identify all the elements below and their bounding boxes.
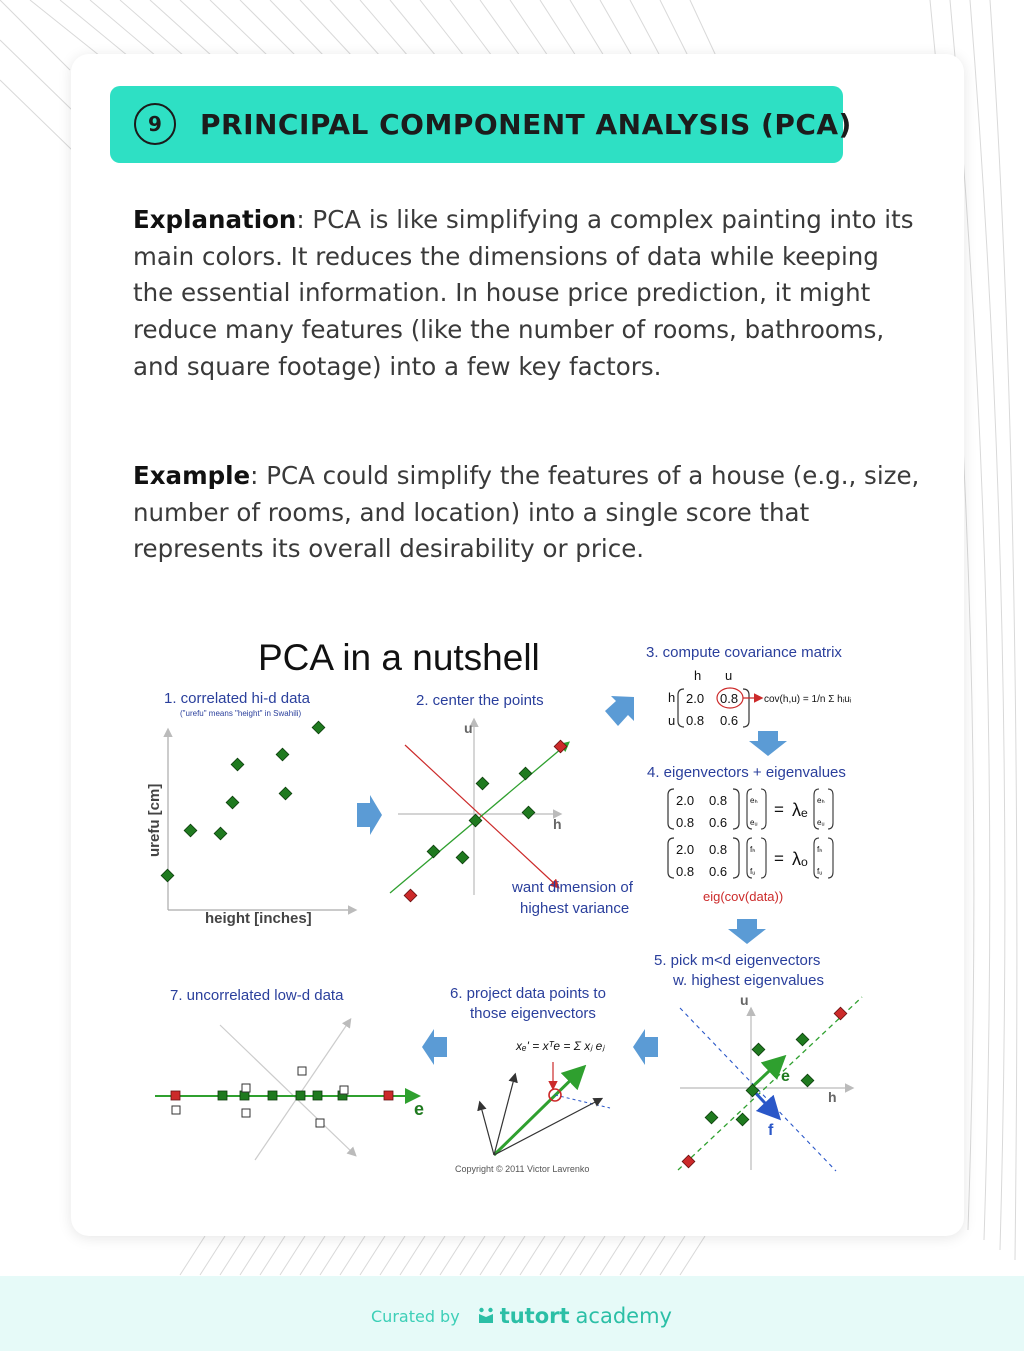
explanation-text: : PCA is like simplifying a complex painting into its main colors. It reduces the dimensions of data while keeping the essential information. In house price prediction, it might reduce many features (like the number of rooms, bathrooms, and square footage) into a few key factors.: [133, 205, 914, 381]
step2-note-line2: highest variance: [520, 900, 630, 917]
panel7-gray-line: [220, 1025, 355, 1155]
vector-entry: eₕ: [750, 796, 758, 805]
panel5-h-label: h: [828, 1089, 837, 1105]
step2-label: 2. center the points: [416, 692, 544, 709]
panel6-green-vector: [494, 1069, 582, 1155]
matrix-cell: 2.0: [686, 691, 705, 706]
footer-credit: [371, 1304, 672, 1328]
panel5-red-point: [834, 1007, 847, 1020]
brand-name-bold[interactable]: tutort: [499, 1304, 570, 1328]
equals-sign: =: [774, 849, 784, 868]
step6-label-line2: those eigenvectors: [470, 1005, 596, 1022]
section-title-bar: [110, 86, 852, 163]
matrix-row-h: h: [668, 690, 676, 705]
matrix-cell: 0.8: [676, 864, 695, 879]
panel5-e-vector: [751, 1059, 782, 1088]
matrix-cell: 0.8: [676, 815, 695, 830]
vector-bracket: [828, 838, 833, 878]
panel2-h-label: h: [553, 816, 562, 832]
matrix-cell: 0.8: [709, 842, 728, 857]
arrow-left-icon: [633, 1029, 658, 1065]
arrow-right-icon: [357, 795, 382, 835]
arrow-right-icon: [605, 696, 634, 726]
matrix-col-h: h: [694, 668, 702, 683]
vector-bracket: [761, 838, 766, 878]
copyright: Copyright © 2011 Victor Lavrenko: [455, 1164, 590, 1174]
matrix-cell: 2.0: [676, 842, 695, 857]
step4-label: 4. eigenvectors + eigenvalues: [647, 764, 846, 781]
vector-bracket: [761, 789, 766, 829]
lambda-e: λₑ: [792, 800, 808, 820]
step5-label-line1: 5. pick m<d eigenvectors: [654, 952, 821, 969]
panel7-red-point: [384, 1091, 393, 1100]
matrix-cell: 0.8: [709, 793, 728, 808]
matrix-cell: 0.6: [709, 815, 728, 830]
matrix-bracket: [733, 789, 739, 829]
panel5-u-label: u: [740, 992, 749, 1008]
curated-by-label: Curated by: [371, 1306, 460, 1326]
matrix-bracket: [668, 838, 674, 878]
section-title: PRINCIPAL COMPONENT ANALYSIS (PCA): [200, 108, 852, 141]
example-paragraph: [133, 458, 923, 568]
eig-code: eig(cov(data)): [703, 889, 784, 904]
example-label: Example: [133, 461, 251, 490]
explanation-paragraph: [133, 202, 923, 386]
vector-entry: fᵤ: [817, 867, 823, 876]
figure-title: PCA in a nutshell: [258, 637, 540, 678]
step6-label-line1: 6. project data points to: [450, 985, 606, 1002]
step6-formula: xₑ' = xᵀe = Σ xⱼ eⱼ: [516, 1039, 605, 1053]
panel6-vector: [494, 1099, 601, 1155]
vector-entry: fᵤ: [750, 867, 756, 876]
vector-entry: eₕ: [817, 796, 825, 805]
matrix-cell: 0.6: [720, 713, 739, 728]
vector-entry: eᵤ: [817, 818, 825, 827]
matrix-bracket: [678, 689, 684, 727]
step1-note: ("urefu" means "height" in Swahili): [180, 709, 302, 718]
panel7-gray-line: [255, 1020, 350, 1160]
arrow-left-icon: [422, 1029, 447, 1065]
example-text: : PCA could simplify the features of a house (e.g., size, number of rooms, and location) into a single score that represents its overall desirability or price.: [133, 461, 920, 564]
panel2-red-point: [554, 740, 567, 753]
circle-number-icon: 9: [134, 103, 176, 145]
vector-entry: fₕ: [817, 845, 823, 854]
panel5-e-label: e: [781, 1068, 790, 1085]
step5-label-line2: w. highest eigenvalues: [673, 972, 824, 989]
step2-note-line1: want dimension of: [512, 879, 633, 896]
vector-bracket: [828, 789, 833, 829]
arrow-down-icon: [728, 919, 766, 944]
brand-name-light[interactable]: academy: [575, 1304, 672, 1328]
axis-y-label: urefu [cm]: [146, 783, 163, 857]
tutort-logo-icon: [478, 1307, 494, 1325]
panel6-blue-dashed: [555, 1095, 610, 1108]
matrix-bracket: [668, 789, 674, 829]
equals-sign: =: [774, 800, 784, 819]
panel5-red-point: [682, 1155, 695, 1168]
footer: [0, 1276, 1024, 1351]
step1-label: 1. correlated hi-d data: [164, 690, 310, 707]
matrix-cell: 0.8: [686, 713, 705, 728]
pca-nutshell-figure: [146, 625, 880, 1185]
matrix-cell: 2.0: [676, 793, 695, 808]
vector-entry: fₕ: [750, 845, 756, 854]
matrix-cell: 0.8: [720, 691, 739, 706]
panel1-points: [161, 721, 325, 882]
matrix-bracket: [743, 689, 749, 727]
cov-formula: cov(h,u) = 1/n Σ hᵢuᵢ: [764, 694, 852, 705]
panel7-red-point: [171, 1091, 180, 1100]
matrix-bracket: [733, 838, 739, 878]
lambda-f: λₒ: [792, 849, 808, 869]
panel5-f-label: f: [768, 1122, 774, 1139]
panel5-e-axis: [678, 997, 862, 1170]
axis-x-label: height [inches]: [205, 910, 312, 927]
panel6-vector: [480, 1103, 494, 1155]
step3-label: 3. compute covariance matrix: [646, 644, 842, 661]
panel7-e-label: e: [414, 1099, 425, 1119]
matrix-col-u: u: [725, 668, 733, 683]
panel2-u-label: u: [464, 720, 473, 736]
vector-entry: eᵤ: [750, 818, 758, 827]
matrix-cell: 0.6: [709, 864, 728, 879]
matrix-row-u: u: [668, 713, 676, 728]
panel2-red-point: [404, 889, 417, 902]
explanation-label: Explanation: [133, 205, 297, 234]
step7-label: 7. uncorrelated low-d data: [170, 987, 344, 1004]
arrow-down-icon: [749, 731, 787, 756]
